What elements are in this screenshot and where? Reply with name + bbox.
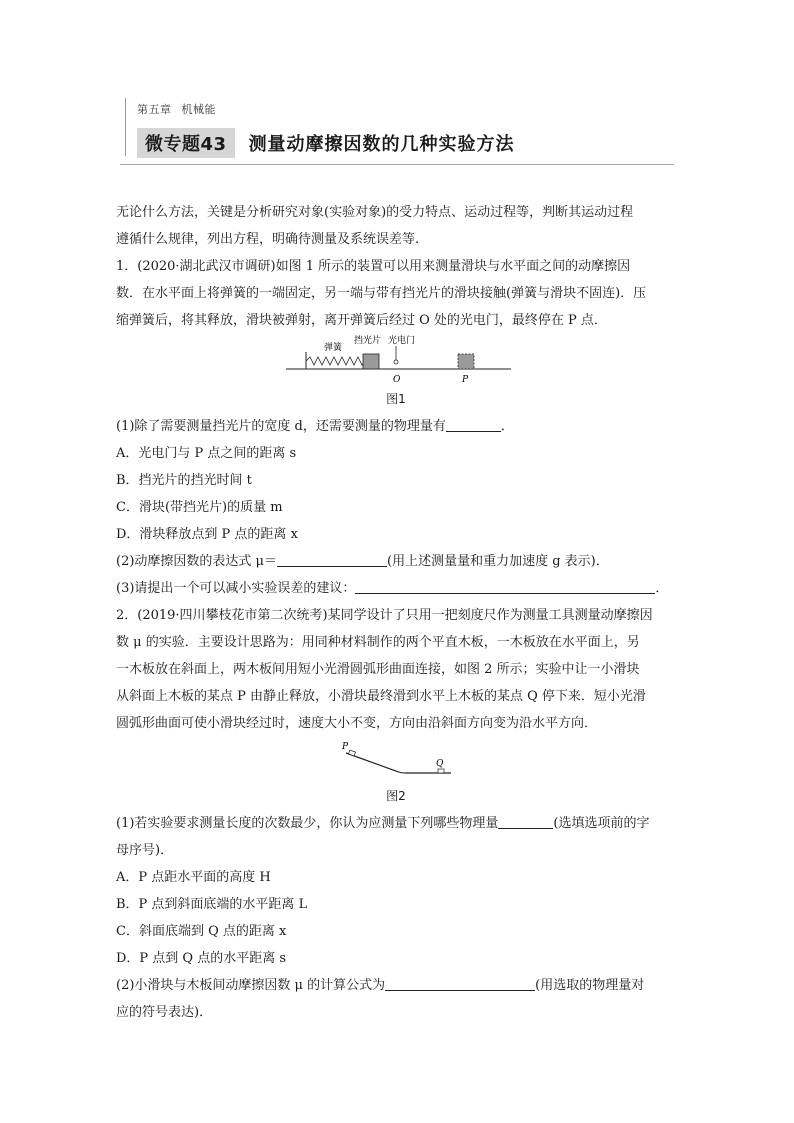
q2-sub2-cont: 应的符号表达)． xyxy=(116,1005,213,1020)
figure-2-diagram xyxy=(116,737,676,783)
q1-stem-line: 1．(2020·湖北武汉市调研)如图 1 所示的装置可以用来测量滑块与水平面之间的动摩擦因 xyxy=(116,259,631,274)
q2-stem-line: 数 μ 的实验．主要设计思路为：用同种材料制作的两个平直木板，一木板放在水平面上，另 xyxy=(116,635,640,650)
q1-sub1: (1)除了需要测量挡光片的宽度 d，还需要测量的物理量有 ． xyxy=(116,413,676,440)
q2-stem-line: 圆弧形曲面可使小滑块经过时，速度大小不变，方向由沿斜面方向变为沿水平方向． xyxy=(116,716,598,731)
answer-blank[interactable] xyxy=(446,416,501,432)
chapter-name: 机械能 xyxy=(181,103,216,116)
document-body xyxy=(116,199,676,1026)
spring-icon xyxy=(306,357,365,365)
q2-sub1-cont: 母序号)． xyxy=(116,843,174,858)
slider-final xyxy=(458,354,474,369)
page-title xyxy=(137,128,515,158)
q1-option: A．光电门与 P 点之间的距离 s xyxy=(116,446,297,461)
label-spring: 弹簧 xyxy=(324,343,343,353)
figure-2 xyxy=(116,737,676,783)
label-q: Q xyxy=(436,759,444,769)
q2-option: B．P 点到斜面底端的水平距离 L xyxy=(116,897,308,912)
q1-stem-line: 数．在水平面上将弹簧的一端固定，另一端与带有挡光片的滑块接触(弹簧与滑块不固连)．压 xyxy=(116,286,647,301)
q2-option: C．斜面底端到 Q 点的距离 x xyxy=(116,924,287,939)
q2-stem-line: 2．(2019·四川攀枝花市第二次统考)某同学设计了只用一把刻度尺作为测量工具测量动摩擦因 xyxy=(116,608,653,623)
chapter-label xyxy=(137,101,216,117)
intro-line: 无论什么方法，关键是分析研究对象(实验对象)的受力特点、运动过程等，判断其运动过程 xyxy=(116,205,634,220)
figure-2-caption: 图2 xyxy=(386,789,406,803)
figure-1 xyxy=(116,334,676,386)
label-o: O xyxy=(393,375,401,385)
figure-1-diagram xyxy=(116,334,676,386)
q2-option: A．P 点距水平面的高度 H xyxy=(116,870,271,885)
q1-option: D．滑块释放点到 P 点的距离 x xyxy=(116,527,298,542)
answer-blank[interactable] xyxy=(385,975,535,991)
q1-option: C．滑块(带挡光片)的质量 m xyxy=(116,500,283,515)
label-gate: 光电门 xyxy=(388,336,416,346)
q1-stem-line: 缩弹簧后，将其释放，滑块被弹射，离开弹簧后经过 O 处的光电门，最终停在 P 点． xyxy=(116,313,607,328)
q1-sub2: (2)动摩擦因数的表达式 μ＝ (用上述测量量和重力加速度 g 表示)． xyxy=(116,548,676,575)
label-p: P xyxy=(462,375,469,385)
q2-sub1: (1)若实验要求测量长度的次数最少，你认为应测量下列哪些物理量 (选填选项前的字 xyxy=(116,810,676,837)
photogate-icon xyxy=(394,360,398,364)
intro-line: 遵循什么规律，列出方程，明确待测量及系统误差等. xyxy=(116,232,420,247)
answer-blank[interactable] xyxy=(498,813,553,829)
slider-block xyxy=(363,354,379,369)
q2-option: D．P 点到 Q 点的水平距离 s xyxy=(116,951,287,966)
label-shutter: 挡光片 xyxy=(354,336,382,346)
topic-badge: 微专题43 xyxy=(137,128,235,158)
figure-1-caption: 图1 xyxy=(386,392,406,406)
q2-stem-line: 从斜面上木板的某点 P 由静止释放，小滑块最终滑到水平上木板的某点 Q 停下来．短小光滑 xyxy=(116,689,646,704)
answer-blank[interactable] xyxy=(277,551,387,567)
q2-stem-line: 一木板放在斜面上，两木板间用短小光滑圆弧形曲面连接，如图 2 所示；实验中让一小滑块 xyxy=(116,662,640,677)
header-divider xyxy=(125,98,126,156)
small-block-q xyxy=(438,769,444,773)
answer-blank[interactable] xyxy=(355,578,655,594)
small-block xyxy=(348,750,355,756)
title-text: 测量动摩擦因数的几种实验方法 xyxy=(248,134,515,155)
q1-sub3: (3)请提出一个可以减小实验误差的建议： ． xyxy=(116,575,676,602)
q1-option: B．挡光片的挡光时间 t xyxy=(116,473,252,488)
q2-sub2: (2)小滑块与木板间动摩擦因数 μ 的计算公式为 (用选取的物理量对 xyxy=(116,972,676,999)
title-rule xyxy=(120,164,674,165)
chapter-number: 第五章 xyxy=(137,103,172,116)
label-p2: P xyxy=(342,742,349,752)
